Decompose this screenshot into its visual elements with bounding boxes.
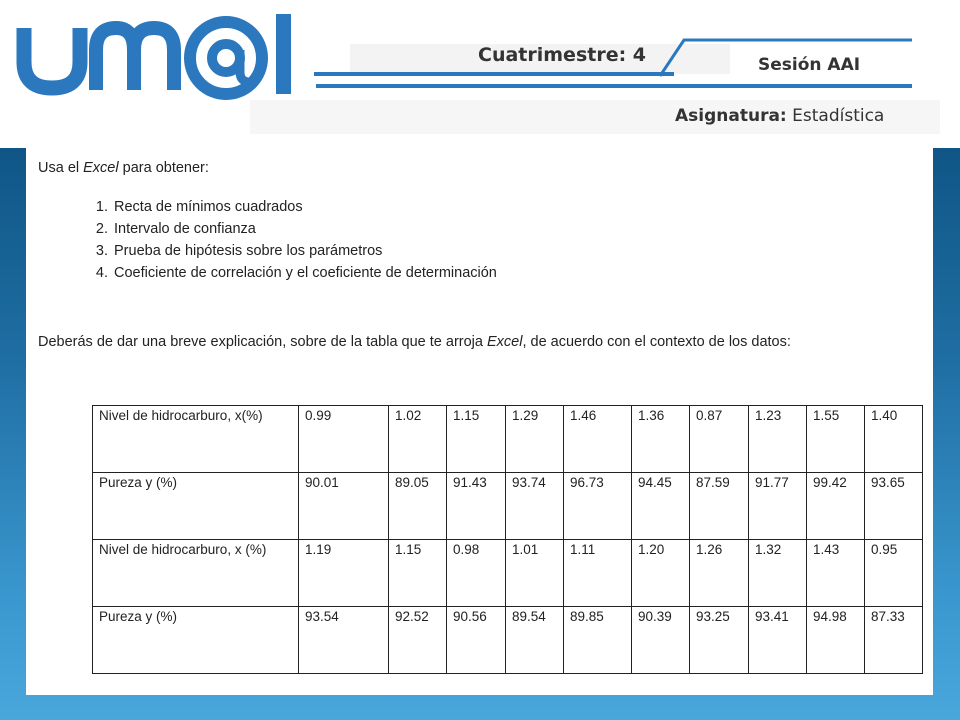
intro-suffix: para obtener: xyxy=(118,160,209,176)
table-cell: 89.05 xyxy=(389,473,447,540)
table-row xyxy=(93,473,923,540)
table-cell: 1.01 xyxy=(506,540,564,607)
table-cell: 1.02 xyxy=(389,406,447,473)
table-cell: 1.23 xyxy=(749,406,807,473)
intro-prefix: Usa el xyxy=(38,160,84,176)
list-item: 4. Coeficiente de correlación y el coeficiente de determinación xyxy=(112,262,497,284)
header xyxy=(0,0,960,148)
table-cell: 90.39 xyxy=(632,607,690,674)
instruction-prefix: Deberás de dar una breve explicación, sobre de la tabla que te arroja xyxy=(38,334,487,350)
table-cell: 94.45 xyxy=(632,473,690,540)
table-cell: 99.42 xyxy=(807,473,865,540)
instruction-text xyxy=(38,334,791,350)
list-item: 3. Prueba de hipótesis sobre los parámetros xyxy=(112,240,497,262)
table-cell: 89.54 xyxy=(506,607,564,674)
table-cell: 1.19 xyxy=(299,540,389,607)
intro-text xyxy=(38,160,209,176)
table-cell: 1.32 xyxy=(749,540,807,607)
task-list xyxy=(74,196,497,284)
table-cell: 93.65 xyxy=(865,473,923,540)
table-cell: 93.54 xyxy=(299,607,389,674)
cuatrimestre-label: Cuatrimestre: 4 xyxy=(478,44,647,66)
table-cell: 1.40 xyxy=(865,406,923,473)
table-cell: 1.55 xyxy=(807,406,865,473)
table-row xyxy=(93,406,923,473)
table-cell: 0.95 xyxy=(865,540,923,607)
list-item: 1. Recta de mínimos cuadrados xyxy=(112,196,497,218)
intro-emph: Excel xyxy=(83,160,119,176)
instruction-suffix: , de acuerdo con el contexto de los datos: xyxy=(522,334,791,350)
table-cell: 1.43 xyxy=(807,540,865,607)
table-cell: 0.98 xyxy=(447,540,506,607)
table-cell: 93.25 xyxy=(690,607,749,674)
table-cell: 94.98 xyxy=(807,607,865,674)
table-cell: 1.20 xyxy=(632,540,690,607)
asignatura-value: Estadística xyxy=(792,106,885,126)
table-cell: 93.41 xyxy=(749,607,807,674)
table-cell: 91.77 xyxy=(749,473,807,540)
table-cell: 1.46 xyxy=(564,406,632,473)
table-row xyxy=(93,607,923,674)
table-cell: 1.11 xyxy=(564,540,632,607)
table-cell: 0.99 xyxy=(299,406,389,473)
table-cell: 90.01 xyxy=(299,473,389,540)
table-cell: 90.56 xyxy=(447,607,506,674)
instruction-emph: Excel xyxy=(486,334,523,350)
row-label: Nivel de hidrocarburo, x(%) xyxy=(93,406,299,473)
table-cell: 91.43 xyxy=(447,473,506,540)
list-item: 2. Intervalo de confianza xyxy=(112,218,497,240)
asignatura-line xyxy=(675,106,884,126)
data-table xyxy=(92,405,923,674)
table-cell: 1.29 xyxy=(506,406,564,473)
row-label: Pureza y (%) xyxy=(93,473,299,540)
table-cell: 87.33 xyxy=(865,607,923,674)
sesion-label: Sesión AAI xyxy=(758,55,861,75)
table-cell: 89.85 xyxy=(564,607,632,674)
table-cell: 1.36 xyxy=(632,406,690,473)
row-label: Nivel de hidrocarburo, x (%) xyxy=(93,540,299,607)
table-row xyxy=(93,540,923,607)
asignatura-label: Asignatura: xyxy=(675,106,787,126)
table-cell: 96.73 xyxy=(564,473,632,540)
table-cell: 87.59 xyxy=(690,473,749,540)
table-cell: 93.74 xyxy=(506,473,564,540)
row-label: Pureza y (%) xyxy=(93,607,299,674)
table-cell: 0.87 xyxy=(690,406,749,473)
table-cell: 1.15 xyxy=(447,406,506,473)
table-cell: 1.26 xyxy=(690,540,749,607)
content-card xyxy=(26,148,933,695)
table-cell: 92.52 xyxy=(389,607,447,674)
table-cell: 1.15 xyxy=(389,540,447,607)
